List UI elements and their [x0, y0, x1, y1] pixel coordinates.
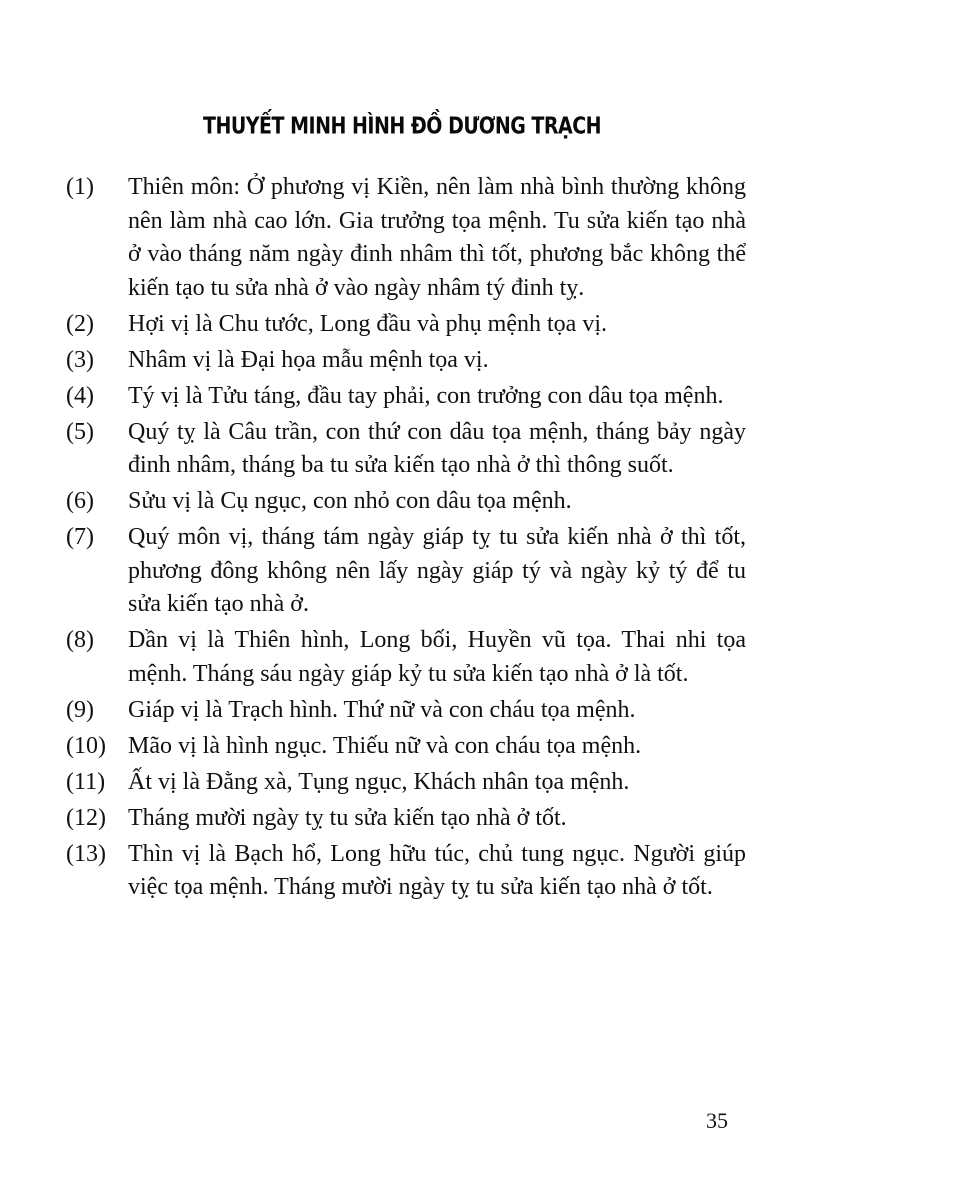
entry-text: Hợi vị là Chu tước, Long đầu và phụ mệnh tọa vị. [128, 310, 607, 337]
entry-number: (9) [66, 696, 94, 723]
entry-list [66, 171, 746, 907]
entry-number: (8) [66, 627, 94, 653]
list-item [66, 838, 746, 905]
entry-number: (2) [66, 310, 94, 337]
entry-number: (1) [66, 174, 94, 200]
entry-number: (7) [66, 524, 94, 550]
entry-number: (13) [66, 840, 106, 867]
entry-text: Mão vị là hình ngục. Thiếu nữ và con cháu tọa mệnh. [128, 732, 642, 759]
entry-text: Tháng mười ngày tỵ tu sửa kiến tạo nhà ở tốt. [128, 804, 567, 831]
entry-number: (6) [66, 488, 94, 514]
list-item [66, 308, 746, 342]
entry-text: Nhâm vị là Đại họa mẫu mệnh tọa vị. [128, 346, 489, 373]
list-item [66, 344, 746, 378]
entry-text: Quý tỵ là Câu trần, con thứ con dâu tọa mệnh, tháng bảy ngày đinh nhâm, tháng ba tu sửa kiến tạo nhà ở thì thông suốt. [128, 418, 746, 478]
entry-number: (3) [66, 346, 94, 373]
entry-text: Ất vị là Đằng xà, Tụng ngục, Khách nhân tọa mệnh. [128, 768, 630, 795]
list-item [66, 766, 746, 800]
entry-number: (10) [66, 732, 106, 759]
list-item [66, 802, 746, 836]
list-item [66, 694, 746, 728]
entry-text: Thìn vị là Bạch hổ, Long hữu túc, chủ tung ngục. Người giúp việc tọa mệnh. Tháng mười ngày tỵ tu sửa kiến tạo nhà ở tốt. [128, 840, 746, 900]
entry-text: Tý vị là Tửu táng, đầu tay phải, con trưởng con dâu tọa mệnh. [128, 382, 724, 409]
list-item [66, 624, 746, 691]
entry-number: (11) [66, 768, 106, 795]
list-item [66, 485, 746, 519]
entry-text: Giáp vị là Trạch hình. Thứ nữ và con cháu tọa mệnh. [128, 696, 636, 723]
entry-number: (12) [66, 804, 106, 831]
entry-text: Quý môn vị, tháng tám ngày giáp tỵ tu sửa kiến nhà ở thì tốt, phương đông không nên lấy ngày giáp tý và ngày kỷ tý để tu sửa kiến tạo nhà ở. [128, 524, 746, 617]
page-title: THUYẾT MINH HÌNH ĐỒ DƯƠNG TRẠCH [203, 113, 602, 140]
entry-number: (5) [66, 418, 94, 445]
list-item [66, 171, 746, 305]
list-item [66, 380, 746, 414]
entry-text: Sửu vị là Cụ ngục, con nhỏ con dâu tọa mệnh. [128, 488, 572, 514]
entry-text: Dần vị là Thiên hình, Long bối, Huyền vũ tọa. Thai nhi tọa mệnh. Tháng sáu ngày giáp kỷ tu sửa kiến tạo nhà ở là tốt. [128, 627, 746, 687]
list-item [66, 416, 746, 483]
list-item [66, 521, 746, 622]
list-item [66, 730, 746, 764]
page-number: 35 [706, 1108, 728, 1133]
entry-text: Thiên môn: Ở phương vị Kiền, nên làm nhà bình thường không nên làm nhà cao lớn. Gia trưởng tọa mệnh. Tu sửa kiến tạo nhà ở vào tháng năm ngày đinh nhâm thì tốt, phương bắc không thể kiến tạo tu sửa nhà ở vào ngày nhâm tý đinh tỵ. [128, 174, 746, 301]
entry-number: (4) [66, 382, 94, 409]
